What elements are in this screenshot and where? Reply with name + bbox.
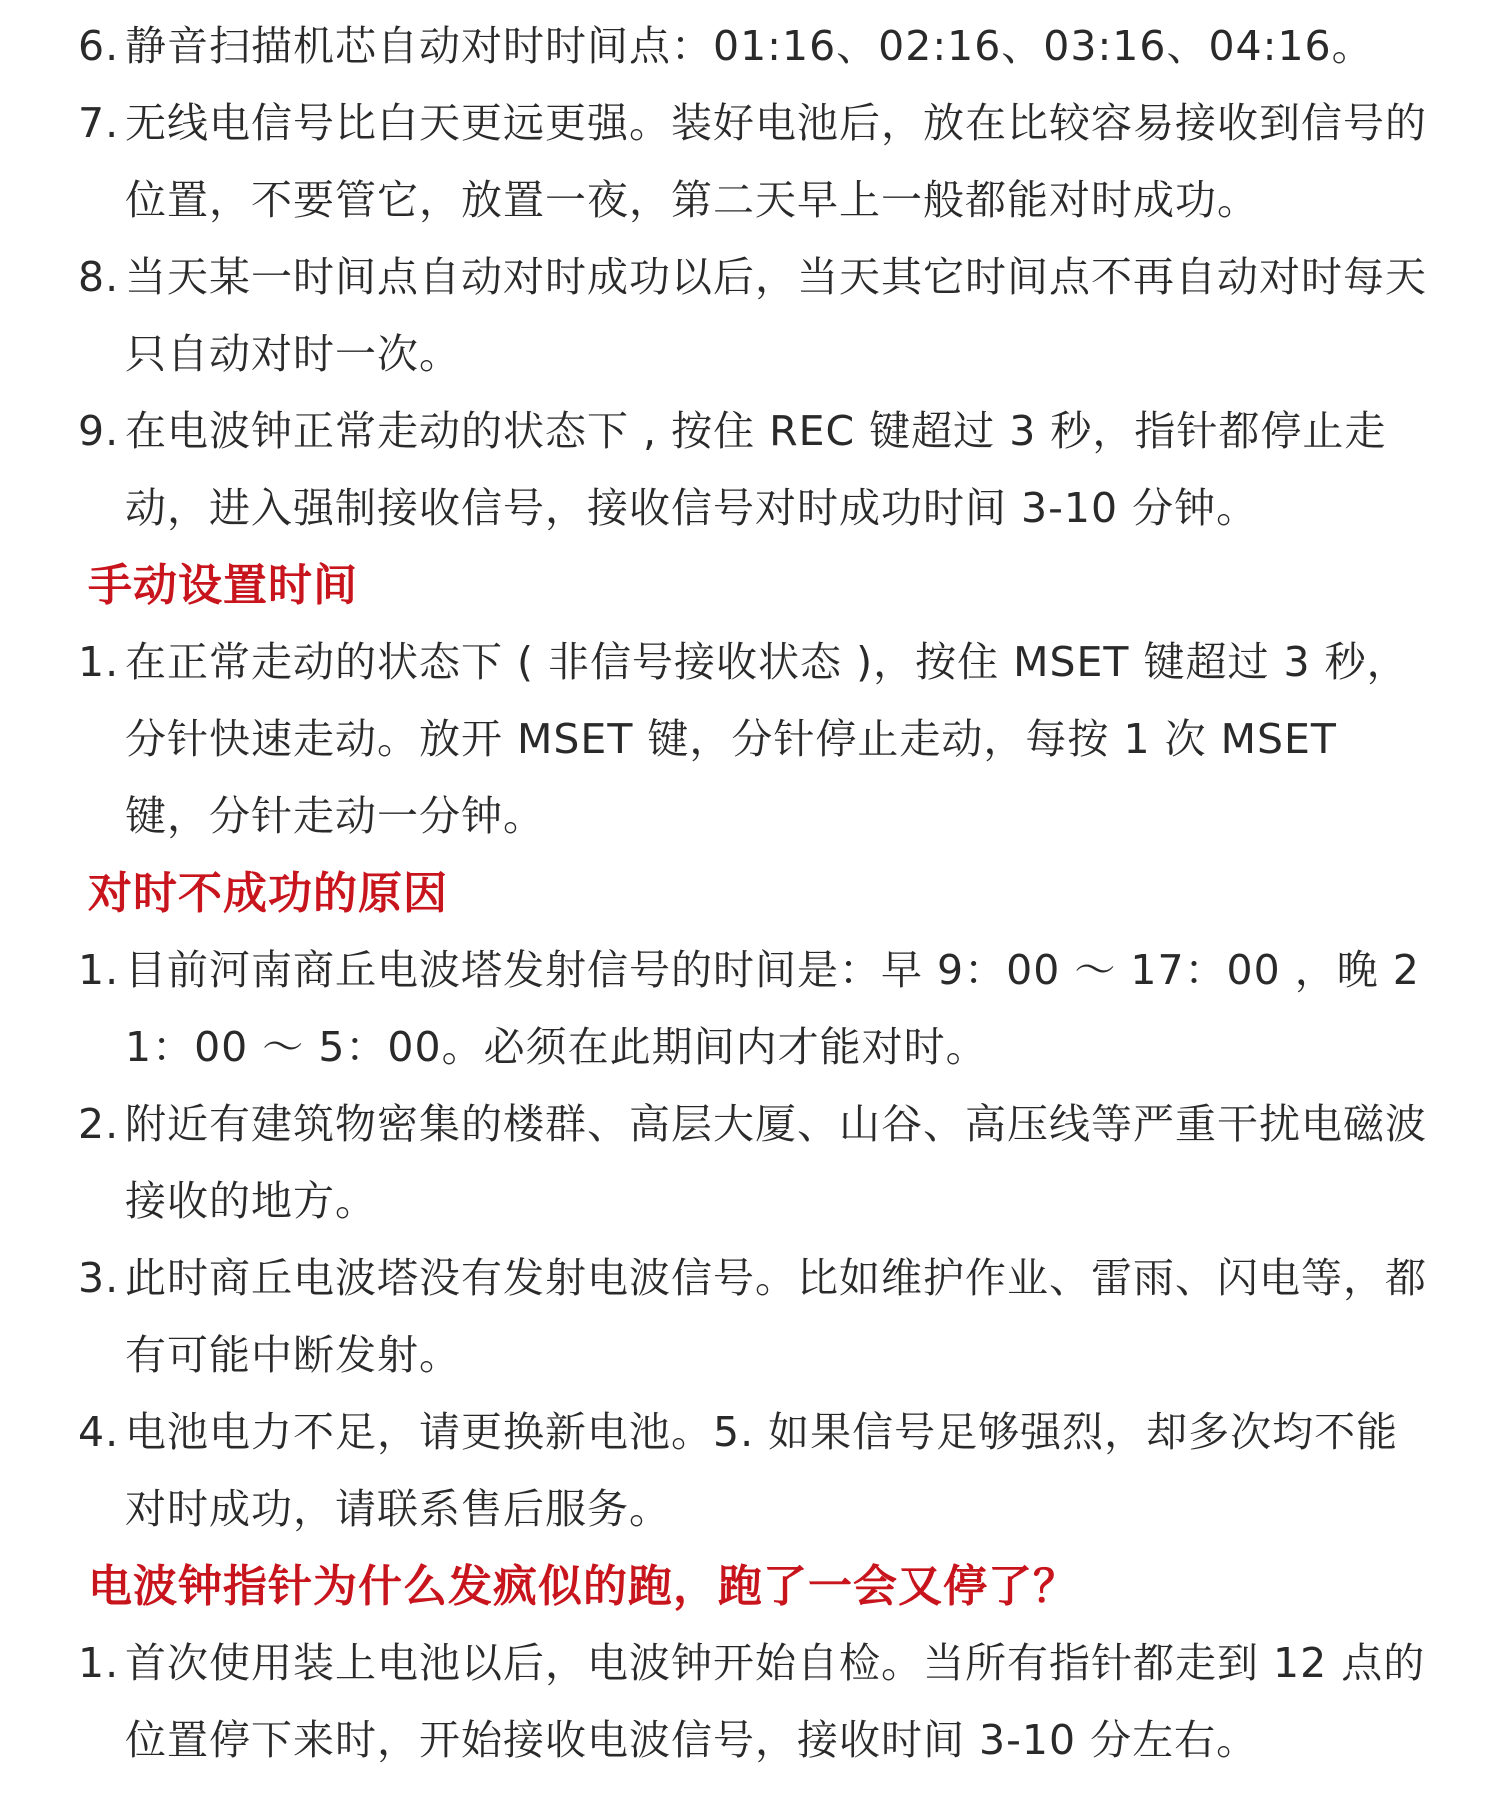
section-heading-manual: 手动设置时间: [88, 560, 358, 611]
list-item: [78, 239, 1430, 393]
item-number: 8.: [78, 253, 120, 301]
item-number: 9.: [78, 407, 120, 455]
item-text: 目前河南商丘电波塔发射信号的时间是：早 9：00 ～ 17：00 ，晚 21：00 ～ 5：00。必须在此期间内才能对时。: [125, 946, 1420, 1071]
list-item: [78, 8, 1430, 85]
list-item: [78, 85, 1430, 239]
item-text: 首次使用装上电池以后，电波钟开始自检。当所有指针都走到 12 点的位置停下来时，开始接收电波信号，接收时间 3-10 分左右。: [125, 1639, 1426, 1764]
item-number: 3.: [78, 1254, 120, 1302]
item-text: 无线电信号比白天更远更强。装好电池后，放在比较容易接收到信号的位置，不要管它，放置一夜，第二天早上一般都能对时成功。: [125, 99, 1427, 224]
list-item: [78, 1394, 1430, 1548]
list-item: [78, 1625, 1430, 1779]
list-item: [78, 1086, 1430, 1240]
item-number: 7.: [78, 99, 120, 147]
list-item: [78, 393, 1430, 547]
item-text: 在电波钟正常走动的状态下 , 按住 REC 键超过 3 秒，指针都停止走动，进入强制接收信号，接收信号对时成功时间 3-10 分钟。: [125, 407, 1387, 532]
manual-time-section: [78, 547, 1430, 855]
sync-failure-section: [78, 855, 1430, 1548]
list-item: [78, 624, 1430, 855]
item-text: 静音扫描机芯自动对时时间点：01:16、02:16、03:16、04:16。: [125, 22, 1374, 70]
section-heading-failure: 对时不成功的原因: [88, 868, 448, 919]
item-text: 当天某一时间点自动对时成功以后，当天其它时间点不再自动对时每天只自动对时一次。: [125, 253, 1427, 378]
item-number: 1.: [78, 1639, 120, 1687]
item-number: 1.: [78, 946, 120, 994]
list-item: [78, 1240, 1430, 1394]
item-text: 附近有建筑物密集的楼群、高层大厦、山谷、高压线等严重干扰电磁波接收的地方。: [125, 1100, 1427, 1225]
item-number: 4.: [78, 1408, 120, 1456]
item-number: 1.: [78, 638, 120, 686]
item-text: 电池电力不足，请更换新电池。5. 如果信号足够强烈，却多次均不能对时成功，请联系售后服务。: [125, 1408, 1399, 1533]
item-text: 在正常走动的状态下 ( 非信号接收状态 )，按住 MSET 键超过 3 秒，分针快速走动。放开 MSET 键，分针停止走动，每按 1 次 MSET 键，分针走动一分钟。: [125, 638, 1409, 840]
item-number: 2.: [78, 1100, 120, 1148]
auto-sync-notes: [78, 8, 1430, 547]
section-heading-hands-running: 电波钟指针为什么发疯似的跑，跑了一会又停了？: [88, 1561, 1078, 1612]
list-item: [78, 932, 1430, 1086]
item-number: 6.: [78, 22, 120, 70]
item-text: 此时商丘电波塔没有发射电波信号。比如维护作业、雷雨、闪电等，都有可能中断发射。: [125, 1254, 1427, 1379]
hands-running-section: [78, 1548, 1430, 1779]
